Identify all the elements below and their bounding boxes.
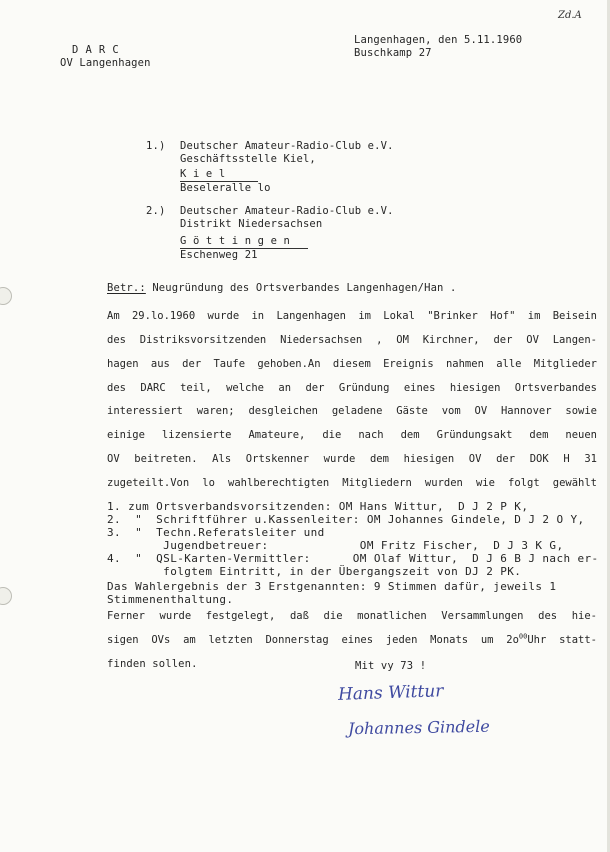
meeting-line-text: sigen OVs am letzten Donnerstag eines jeden Monats um 2o	[107, 634, 519, 646]
election-item: 1. zum Ortsverbandsvorsitzenden: OM Hans Wittur, D J 2 P K,	[107, 500, 529, 513]
meeting-line-text: Uhr statt-	[527, 634, 597, 646]
body-line: des DARC teil, welche an der Gründung eines hiesigen Ortsverbandes	[107, 382, 597, 394]
signature-johannes-gindele: Johannes Gindele	[347, 716, 490, 739]
closing-greeting: Mit vy 73 !	[355, 660, 427, 672]
election-item: 3. " Techn.Referatsleiter und	[107, 526, 325, 539]
sender-ov: OV Langenhagen	[60, 57, 151, 69]
election-item: Jugendbetreuer: OM Fritz Fischer, D J 3 K G,	[107, 539, 564, 552]
recipient-number: 1.)	[146, 140, 166, 152]
meeting-time-superscript: 00	[518, 632, 528, 641]
recipient-number: 2.)	[146, 205, 166, 217]
place-date: Langenhagen, den 5.11.1960	[354, 34, 523, 46]
recipient-org: Deutscher Amateur-Radio-Club e.V.	[180, 140, 394, 152]
recipient-city: K i e l	[180, 168, 226, 180]
recipient-city: G ö t t i n g e n	[180, 235, 291, 247]
subject-line	[107, 282, 456, 294]
body-line: zugeteilt.Von lo wahlberechtigten Mitgliedern wurden wie folgt gewählt	[107, 477, 597, 489]
body-line: interessiert waren; desgleichen geladene Gäste vom OV Hannover sowie	[107, 405, 597, 417]
election-item: folgtem Eintritt, in der Übergangszeit von DJ 2 PK.	[107, 565, 522, 578]
subject-text: Neugründung des Ortsverbandes Langenhagen/Han .	[145, 282, 457, 294]
election-item: 2. " Schriftführer u.Kassenleiter: OM Johannes Gindele, D J 2 O Y,	[107, 513, 585, 526]
meeting-line: finden sollen.	[107, 658, 198, 670]
recipient-org: Deutscher Amateur-Radio-Club e.V.	[180, 205, 394, 217]
result-line: Das Wahlergebnis der 3 Erstgenannten: 9 Stimmen dafür, jeweils 1	[107, 580, 557, 593]
recipient-street: Eschenweg 21	[180, 249, 258, 261]
recipient-district: Distrikt Niedersachsen	[180, 218, 323, 230]
punch-hole-top	[0, 287, 12, 305]
sender-club: D A R C	[72, 44, 120, 56]
body-line: Am 29.lo.1960 wurde in Langenhagen im Lokal "Brinker Hof" im Beisein	[107, 310, 597, 322]
meeting-line: Ferner wurde festgelegt, daß die monatlichen Versammlungen des hie-	[107, 610, 597, 622]
body-line: OV beitreten. Als Ortskenner wurde dem hiesigen OV der DOK H 31	[107, 453, 597, 465]
meeting-line	[107, 634, 597, 646]
recipient-office: Geschäftsstelle Kiel,	[180, 153, 316, 165]
punch-hole-bottom	[0, 587, 12, 605]
recipient-street: Beseleralle lo	[180, 182, 271, 194]
signature-hans-wittur: Hans Wittur	[337, 681, 444, 705]
subject-label: Betr.:	[107, 282, 146, 294]
margin-note: Zd.A	[558, 10, 582, 21]
body-line: des Distriksvorsitzenden Niedersachsen , OM Kirchner, der OV Langen-	[107, 334, 597, 346]
body-line: einige lizensierte Amateure, die nach dem Gründungsakt dem neuen	[107, 429, 597, 441]
election-item: 4. " QSL-Karten-Vermittler: OM Olaf Wittur, D J 6 B J nach er-	[107, 552, 599, 565]
body-line: hagen aus der Taufe gehoben.An diesem Ereignis nahmen alle Mitglieder	[107, 358, 597, 370]
sender-street: Buschkamp 27	[354, 47, 432, 59]
result-line: Stimmenenthaltung.	[107, 593, 234, 606]
